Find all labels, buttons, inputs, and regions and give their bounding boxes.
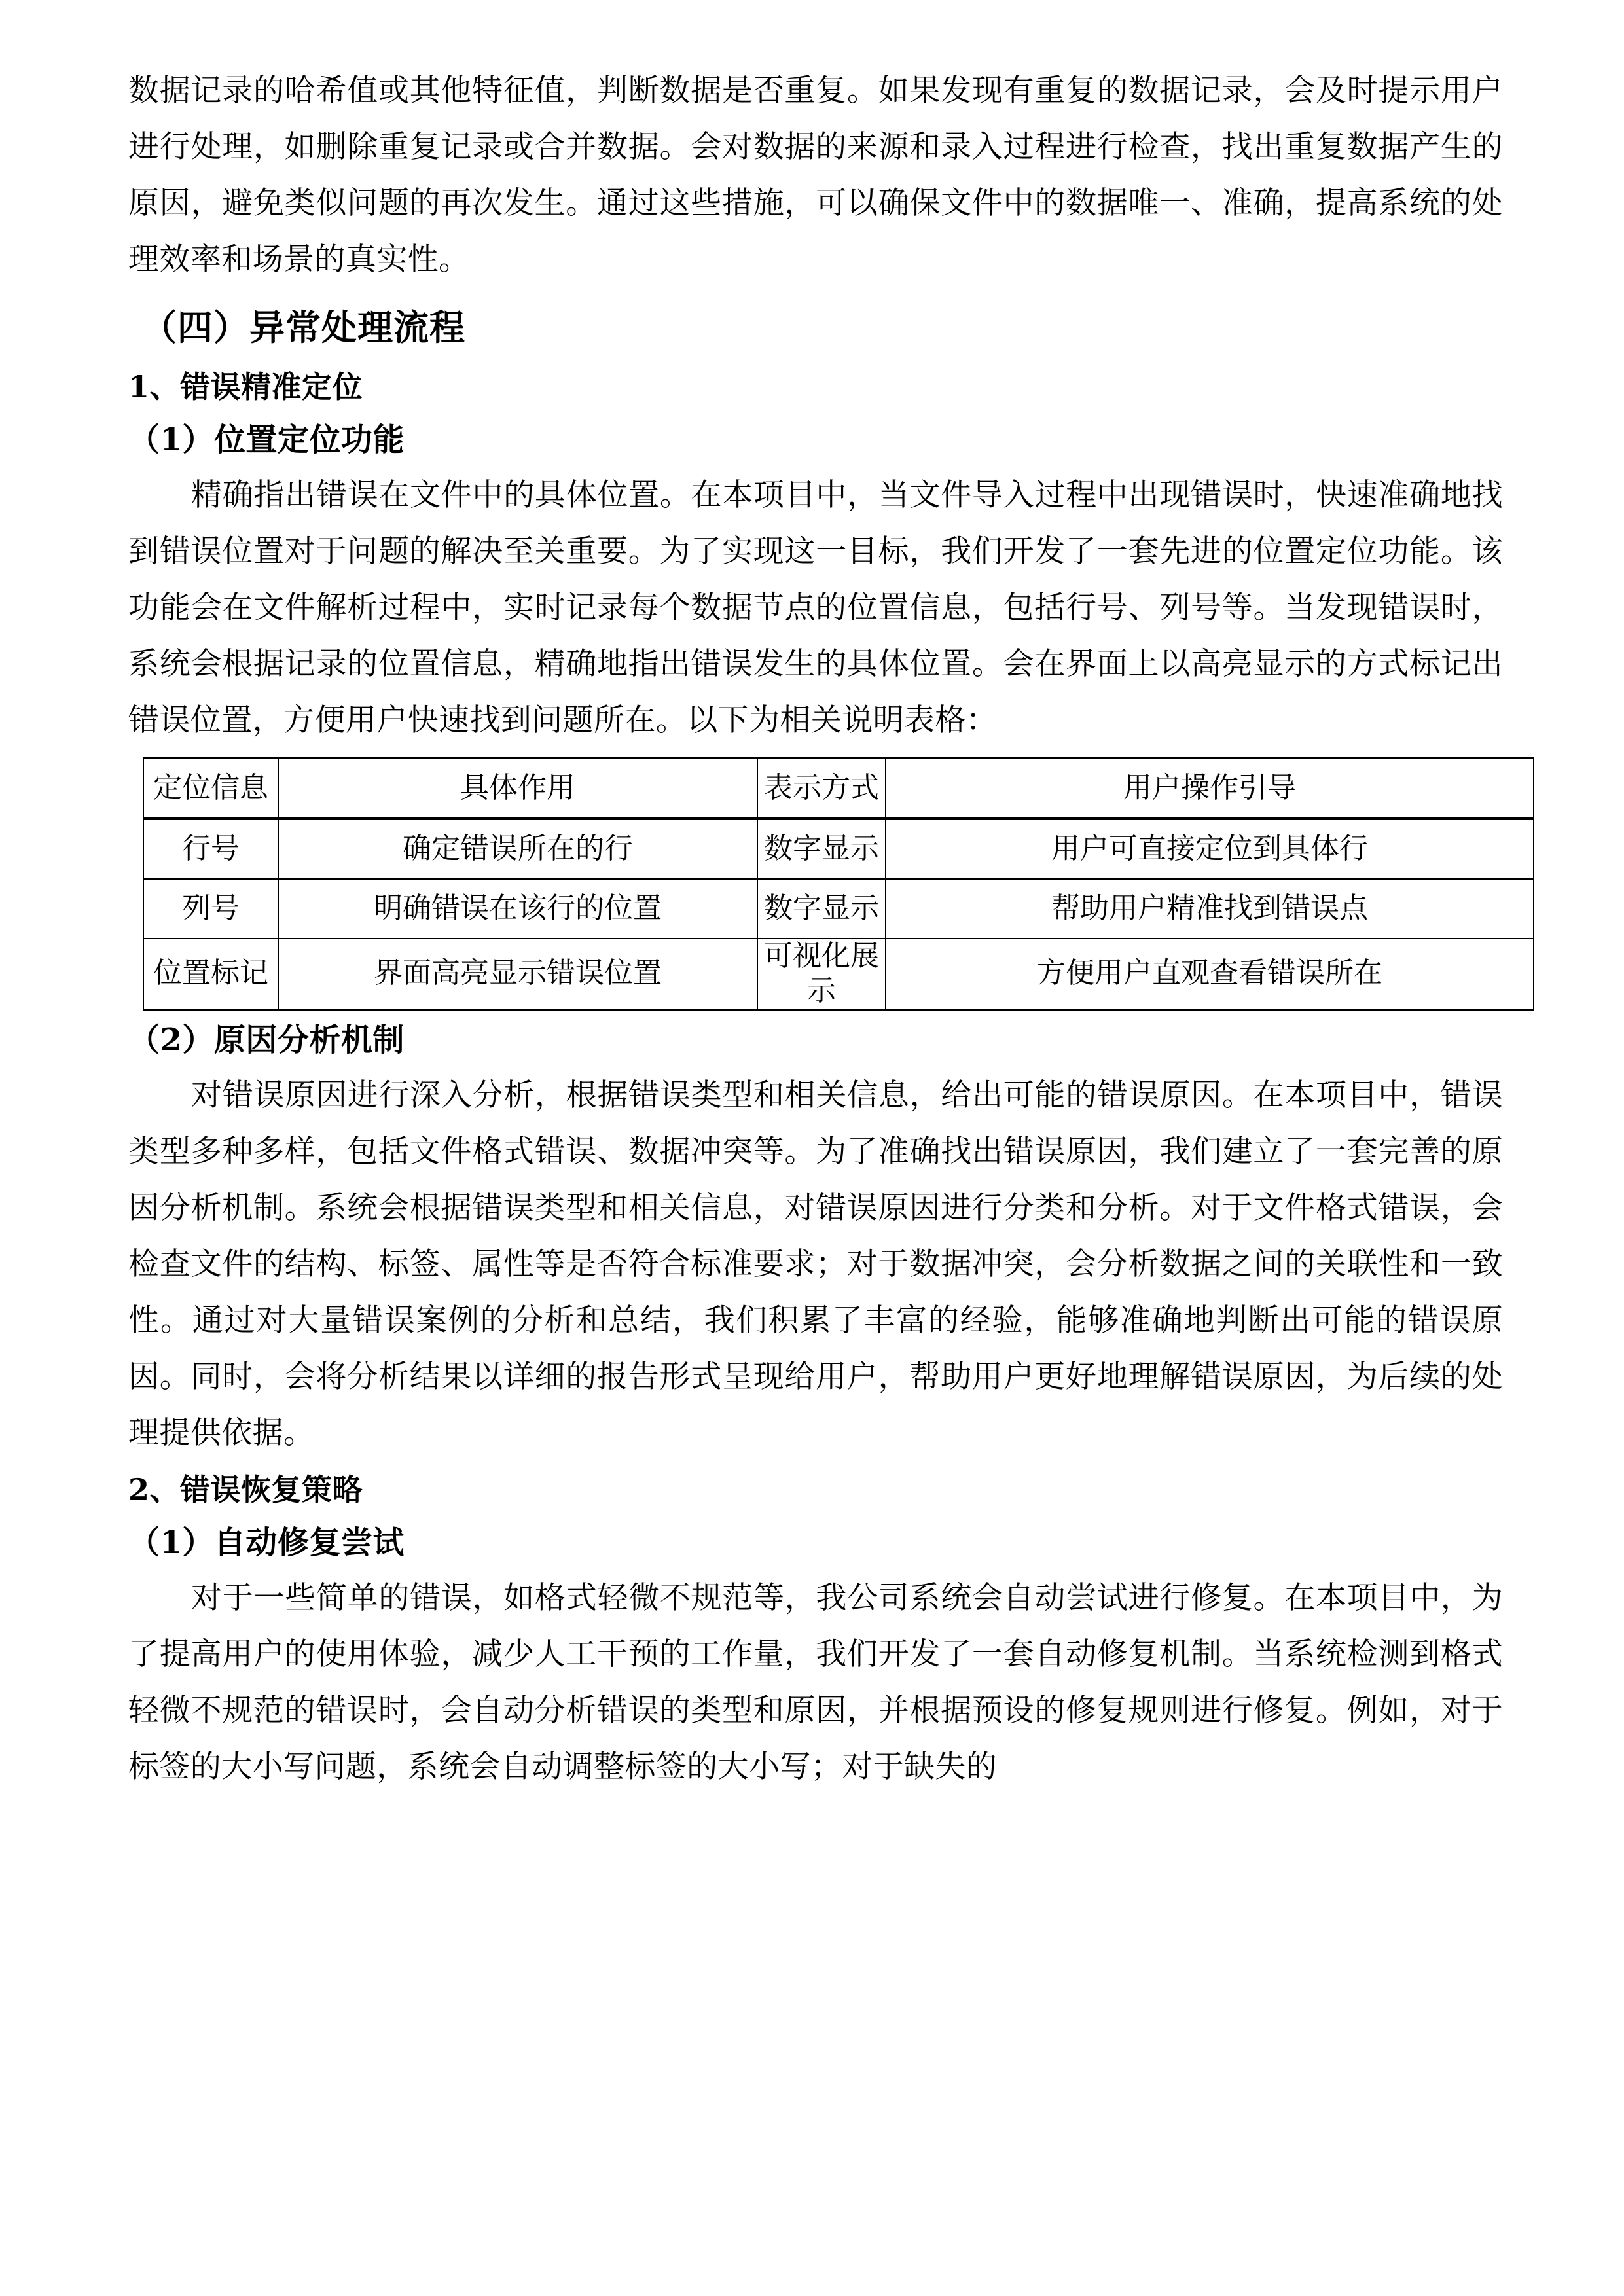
table-header-cell: 表示方式 (757, 758, 886, 819)
table-cell: 位置标记 (143, 939, 278, 1010)
table-header-cell: 用户操作引导 (886, 758, 1534, 819)
table-row (143, 939, 1534, 1010)
table-cell: 方便用户直观查看错误所在 (886, 939, 1534, 1010)
item-heading-1-1: （1）位置定位功能 (128, 422, 405, 458)
table-cell: 数字显示 (757, 879, 886, 939)
table-row (143, 879, 1534, 939)
intro-paragraph: 数据记录的哈希值或其他特征值，判断数据是否重复。如果发现有重复的数据记录，会及时提示用户进行处理，如删除重复记录或合并数据。会对数据的来源和录入过程进行检查，找出重复数据产生的原因，避免类似问题的再次发生。通过这些措施，可以确保文件中的数据唯一、准确，提高系统的处理效率和场景的真实性。 (128, 73, 1503, 278)
subsection-heading-1: 1、错误精准定位 (128, 369, 363, 404)
table-cell: 可视化展示 (757, 939, 886, 1010)
section-heading-four: （四）异常处理流程 (141, 306, 465, 348)
table-cell: 行号 (143, 819, 278, 879)
table-cell: 帮助用户精准找到错误点 (886, 879, 1534, 939)
table-cell: 列号 (143, 879, 278, 939)
table-cell: 数字显示 (757, 819, 886, 879)
item-heading-2-1: （1）自动修复尝试 (128, 1524, 405, 1561)
table-header-cell: 具体作用 (278, 758, 757, 819)
table-header-cell: 定位信息 (143, 758, 278, 819)
item-body-1-2: 对错误原因进行深入分析，根据错误类型和相关信息，给出可能的错误原因。在本项目中，错误类型多种多样，包括文件格式错误、数据冲突等。为了准确找出错误原因，我们建立了一套完善的原因分析机制。系统会根据错误类型和相关信息，对错误原因进行分类和分析。对于文件格式错误，会检查文件的结构、标签、属性等是否符合标准要求；对于数据冲突，会分析数据之间的关联性和一致性。通过对大量错误案例的分析和总结，我们积累了丰富的经验，能够准确地判断出可能的错误原因。同时，会将分析结果以详细的报告形式呈现给用户，帮助用户更好地理解错误原因，为后续的处理提供依据。 (128, 1077, 1503, 1451)
item-body-2-1: 对于一些简单的错误，如格式轻微不规范等，我公司系统会自动尝试进行修复。在本项目中，为了提高用户的使用体验，减少人工干预的工作量，我们开发了一套自动修复机制。当系统检测到格式轻微不规范的错误时，会自动分析错误的类型和原因，并根据预设的修复规则进行修复。例如，对于标签的大小写问题，系统会自动调整标签的大小写；对于缺失的 (128, 1579, 1503, 1785)
table-cell: 用户可直接定位到具体行 (886, 819, 1534, 879)
table-cell: 明确错误在该行的位置 (278, 879, 757, 939)
table-cell: 确定错误所在的行 (278, 819, 757, 879)
table-cell: 界面高亮显示错误位置 (278, 939, 757, 1010)
item-heading-1-2: （2）原因分析机制 (128, 1021, 405, 1058)
table-row (143, 819, 1534, 879)
location-info-table-wrapper (143, 757, 1503, 1011)
item-body-1-1: 精确指出错误在文件中的具体位置。在本项目中，当文件导入过程中出现错误时，快速准确地找到错误位置对于问题的解决至关重要。为了实现这一目标，我们开发了一套先进的位置定位功能。该功能会在文件解析过程中，实时记录每个数据节点的位置信息，包括行号、列号等。当发现错误时，系统会根据记录的位置信息，精确地指出错误发生的具体位置。会在界面上以高亮显示的方式标记出错误位置，方便用户快速找到问题所在。以下为相关说明表格： (128, 477, 1503, 738)
location-info-table (143, 757, 1534, 1011)
subsection-heading-2: 2、错误恢复策略 (128, 1471, 363, 1507)
table-header-row (143, 758, 1534, 819)
